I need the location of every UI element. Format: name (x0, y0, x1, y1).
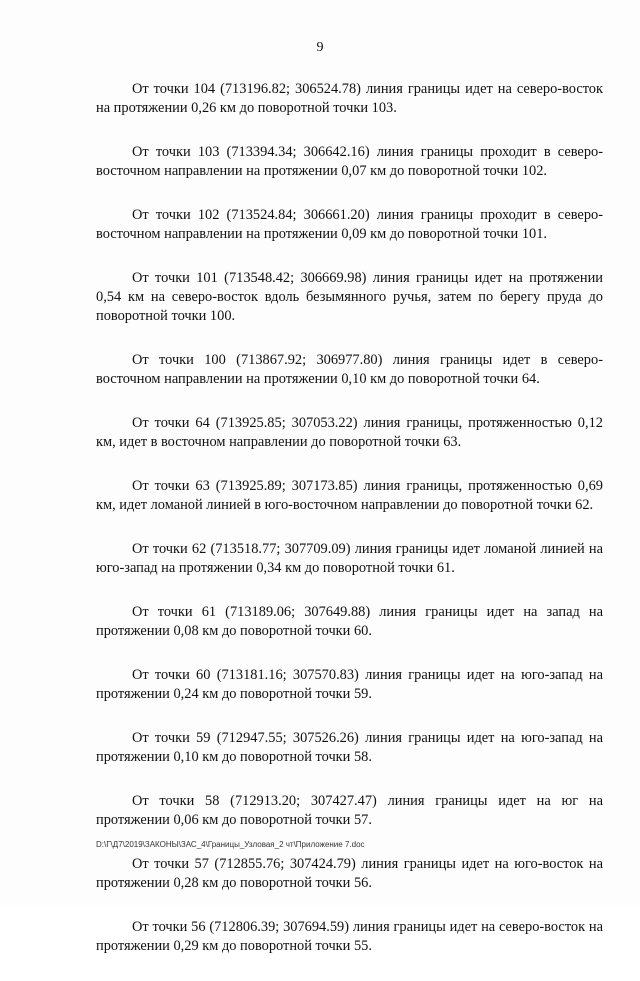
paragraph: От точки 58 (712913.20; 307427.47) линия границы идет на юг на протяжении 0,06 км до поворотной точки 57. (96, 793, 603, 828)
paragraph: От точки 64 (713925.85; 307053.22) линия границы, протяженностью 0,12 км, идет в восточном направлении до поворотной точки 63. (96, 415, 603, 450)
footer-file-path: D:\Г\Д7\2019\ЗАКОНЫ\ЗАС_4\Границы_Узловая_2 чт\Приложение 7.doc (96, 840, 365, 849)
paragraph: От точки 59 (712947.55; 307526.26) линия границы идет на юго-запад на протяжении 0,10 км до поворотной точки 58. (96, 730, 603, 765)
paragraph: От точки 56 (712806.39; 307694.59) линия границы идет на северо-восток на протяжении 0,29 км до поворотной точки 55. (96, 919, 603, 954)
paragraph: От точки 57 (712855.76; 307424.79) линия границы идет на юго-восток на протяжении 0,28 км до поворотной точки 56. (96, 856, 603, 891)
page-number: 9 (316, 40, 324, 55)
paragraph: От точки 104 (713196.82; 306524.78) линия границы идет на северо-восток на протяжении 0,26 км до поворотной точки 103. (96, 81, 603, 116)
paragraph: От точки 63 (713925.89; 307173.85) линия границы, протяженностью 0,69 км, идет ломаной линией в юго-восточном направлении до поворотной точки 62. (96, 478, 603, 513)
paragraph: От точки 103 (713394.34; 306642.16) линия границы проходит в северо-восточном направлении на протяжении 0,07 км до поворотной точки 102. (96, 144, 603, 179)
paragraph: От точки 62 (713518.77; 307709.09) линия границы идет ломаной линией на юго-запад на протяжении 0,34 км до поворотной точки 61. (96, 541, 603, 576)
paragraph: От точки 102 (713524.84; 306661.20) линия границы проходит в северо-восточном направлении на протяжении 0,09 км до поворотной точки 101. (96, 207, 603, 242)
paragraph: От точки 61 (713189.06; 307649.88) линия границы идет на запад на протяжении 0,08 км до поворотной точки 60. (96, 604, 603, 639)
paragraph: От точки 100 (713867.92; 306977.80) линия границы идет в северо-восточном направлении на протяжении 0,10 км до поворотной точки 64. (96, 352, 603, 387)
paragraph: От точки 60 (713181.16; 307570.83) линия границы идет на юго-запад на протяжении 0,24 км до поворотной точки 59. (96, 667, 603, 702)
paragraph: От точки 101 (713548.42; 306669.98) линия границы идет на протяжении 0,54 км на северо-восток вдоль безымянного ручья, затем по берегу пруда до поворотной точки 100. (96, 270, 603, 324)
